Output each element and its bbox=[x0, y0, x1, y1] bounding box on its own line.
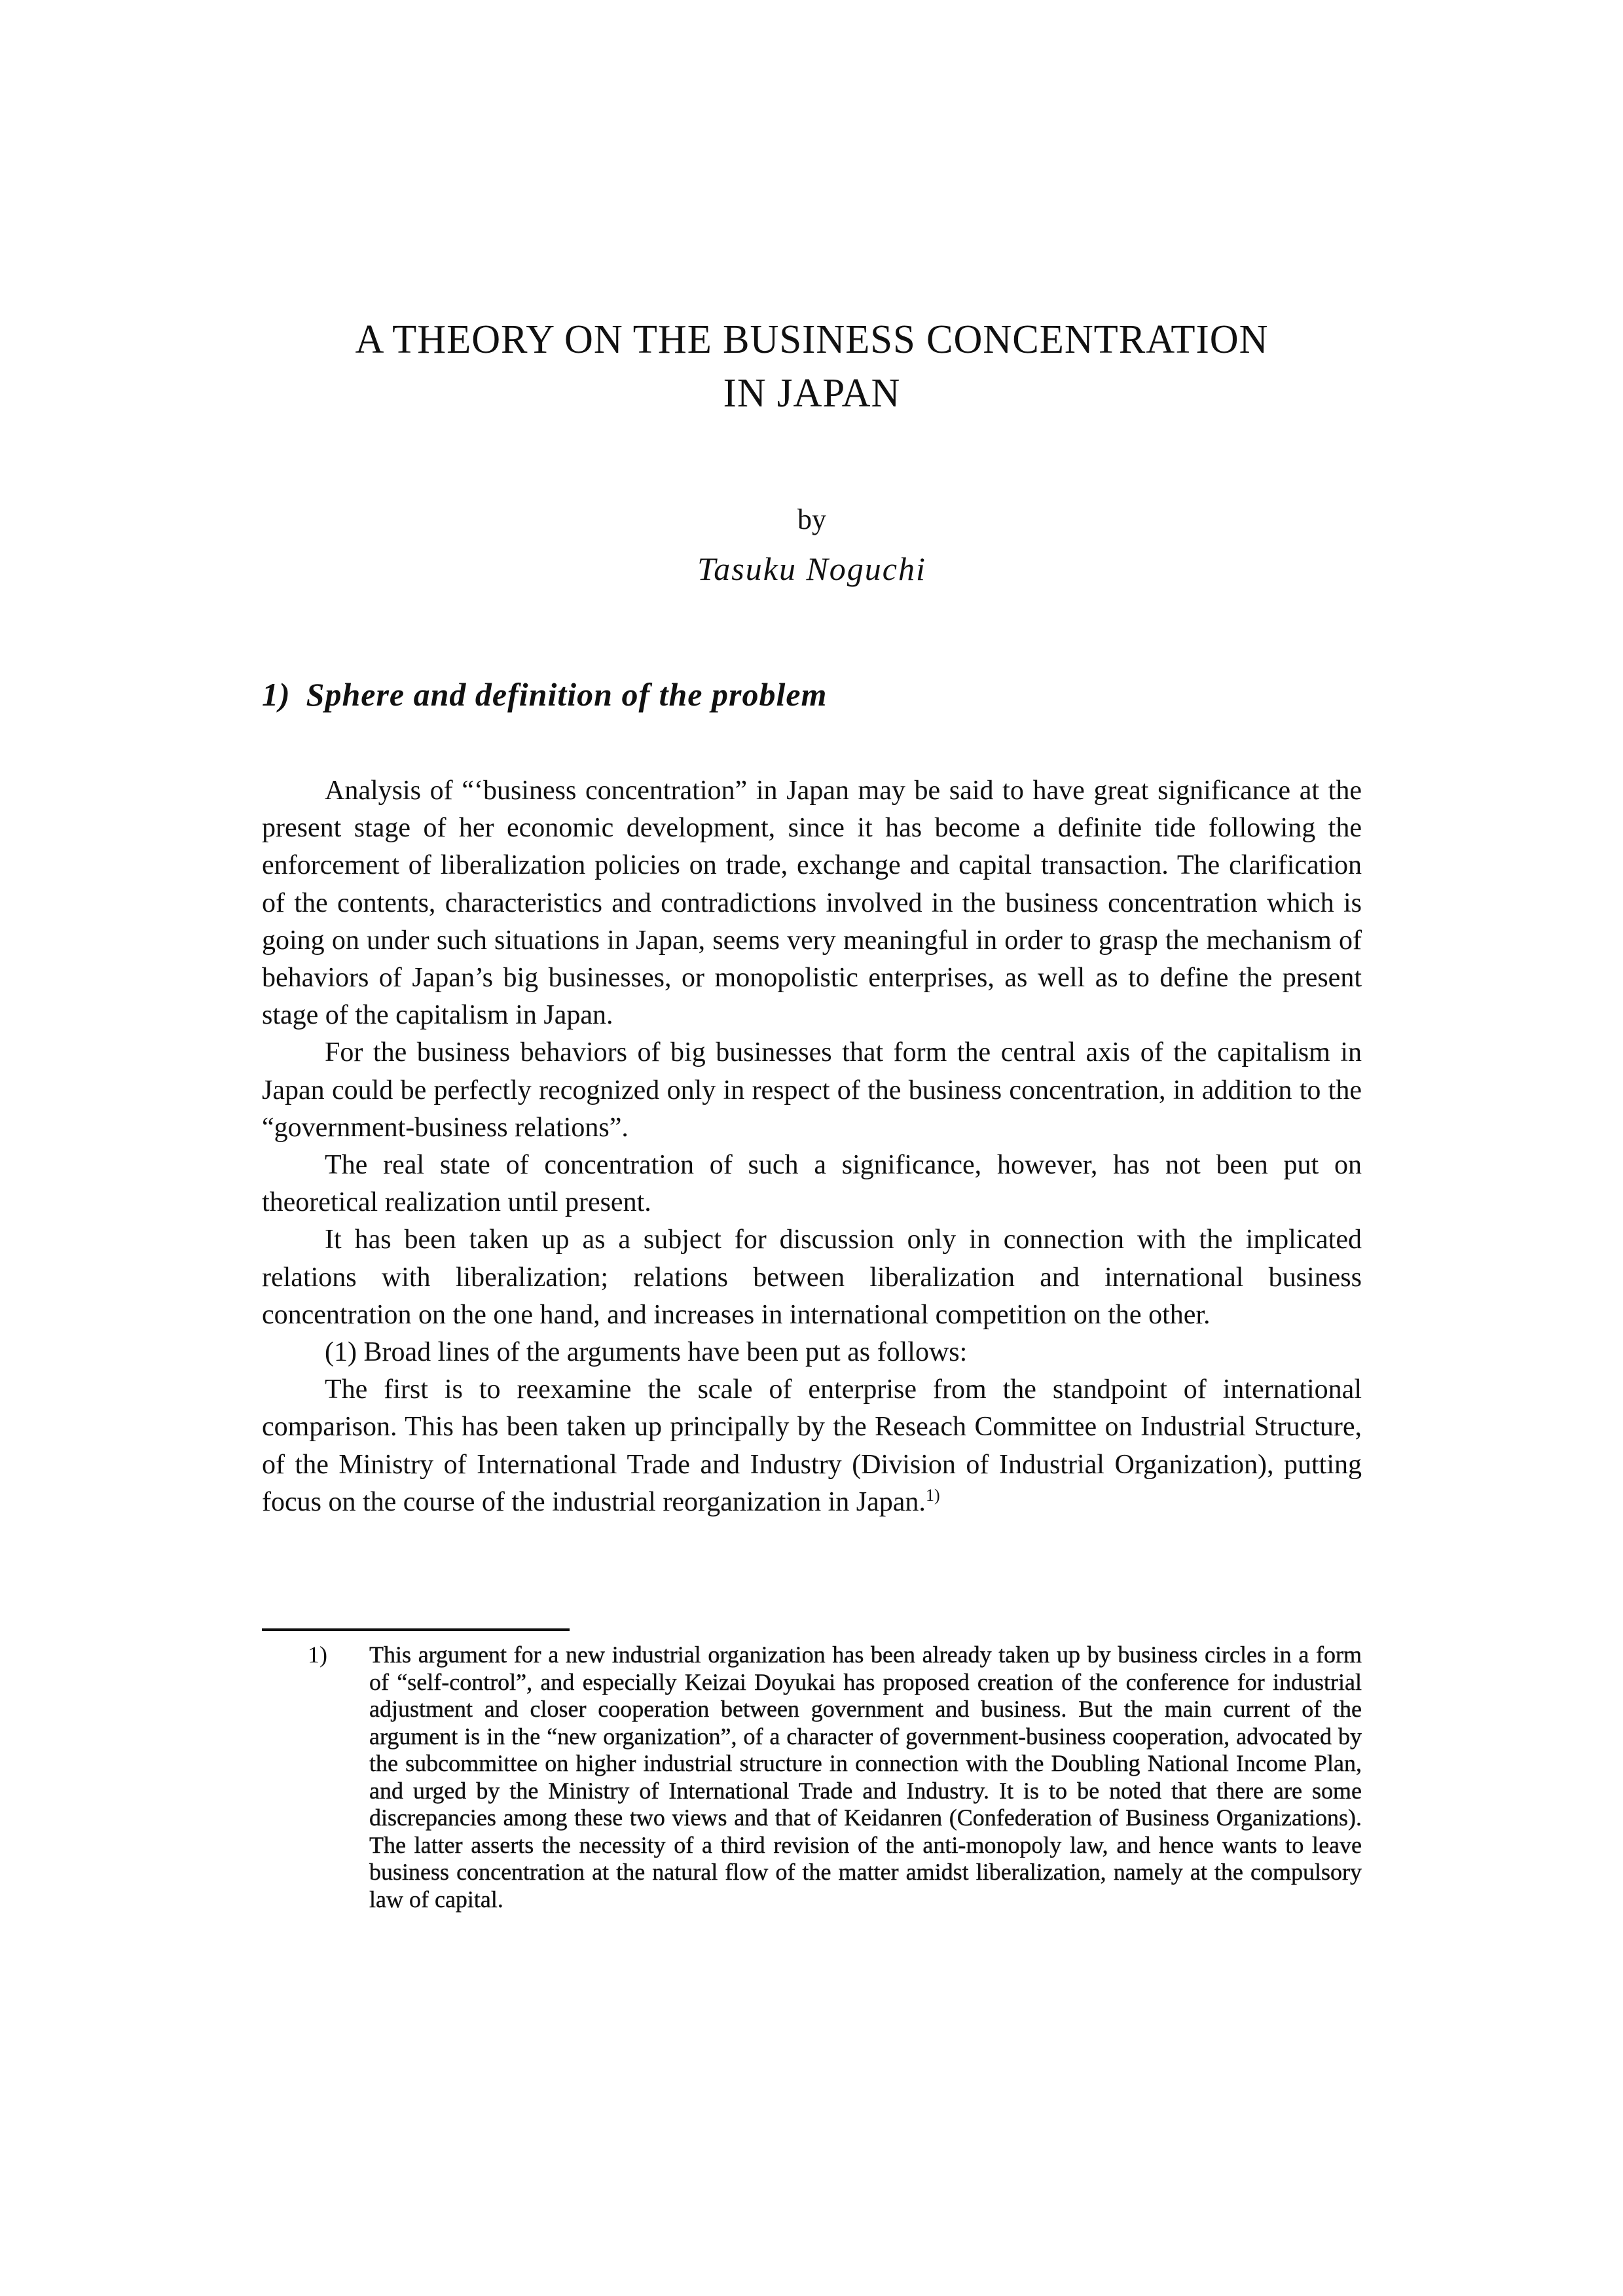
footnote-text: This argument for a new industrial organization has been already taken up by business circles in a form of “self-control”, and especially Keizai Doyukai has proposed creation of the conference for industrial adjustment and closer cooperation between government and business. But the main current of the argument is in the “new organization”, of a character of government-business cooperation, advocated by the subcommittee on higher industrial structure in connection with the Doubling National Income Plan, and urged by the Ministry of International Trade and Industry. It is to be noted that there are some discrepancies among these two views and that of Keidanren (Confederation of Business Organizations). The latter asserts the necessity of a third revision of the anti-monopoly law, and hence wants to leave business concentration at the natural flow of the matter amidst liberalization, namely at the compulsory law of capital. bbox=[369, 1641, 1362, 1912]
section-title: Sphere and definition of the problem bbox=[306, 676, 828, 713]
footnote-marker: 1) bbox=[308, 1641, 327, 1668]
footnote-divider bbox=[262, 1628, 570, 1631]
section-number: 1) bbox=[262, 676, 291, 713]
title-line-2: IN JAPAN bbox=[723, 371, 901, 416]
section-heading bbox=[262, 675, 827, 713]
author-name: Tasuku Noguchi bbox=[697, 550, 926, 587]
paragraph: It has been taken up as a subject for discussion only in connection with the implicated relations with liberalization; relations between liberalization and international business concentration on the one hand, and increases in international competition on the other. bbox=[262, 1225, 1362, 1330]
article-title bbox=[262, 313, 1362, 420]
footnote bbox=[262, 1641, 1362, 1913]
paragraph: (1) Broad lines of the arguments have been put as follows: bbox=[325, 1337, 968, 1368]
paragraph: The real state of concentration of such a significance, however, has not been put on theoretical realization until present. bbox=[262, 1150, 1362, 1218]
paragraph-text: The first is to reexamine the scale of enterprise from the standpoint of international comparison. This has been taken up principally by the Reseach Committee on Industrial Structure, of the Ministry of International Trade and Industry (Division of Industrial Organization), putting focus on the course of the industrial reorganization in Japan. bbox=[262, 1374, 1362, 1517]
paragraph: Analysis of “‘business concentration” in Japan may be said to have great significance at the present stage of her economic development, since it has become a definite tide following the enforcement of liberalization policies on trade, exchange and capital transaction. The clarification of the contents, characteristics and contradictions involved in the business concentration which is going on under such situations in Japan, seems very meaningful in order to grasp the mechanism of behaviors of Japan’s big businesses, or monopolistic enterprises, as well as to define the present stage of the capitalism in Japan. bbox=[262, 776, 1362, 1031]
footnote-reference[interactable]: 1) bbox=[925, 1485, 940, 1505]
paragraph: For the business behaviors of big businesses that form the central axis of the capitalism in Japan could be perfectly recognized only in respect of the business concentration, in addition to the “government-business relations”. bbox=[262, 1037, 1362, 1143]
byline: by bbox=[797, 503, 826, 535]
body-text bbox=[262, 772, 1362, 1521]
title-line-1: A THEORY ON THE BUSINESS CONCENTRATION bbox=[355, 317, 1269, 362]
paragraph-with-footnote-ref bbox=[262, 1371, 1362, 1521]
